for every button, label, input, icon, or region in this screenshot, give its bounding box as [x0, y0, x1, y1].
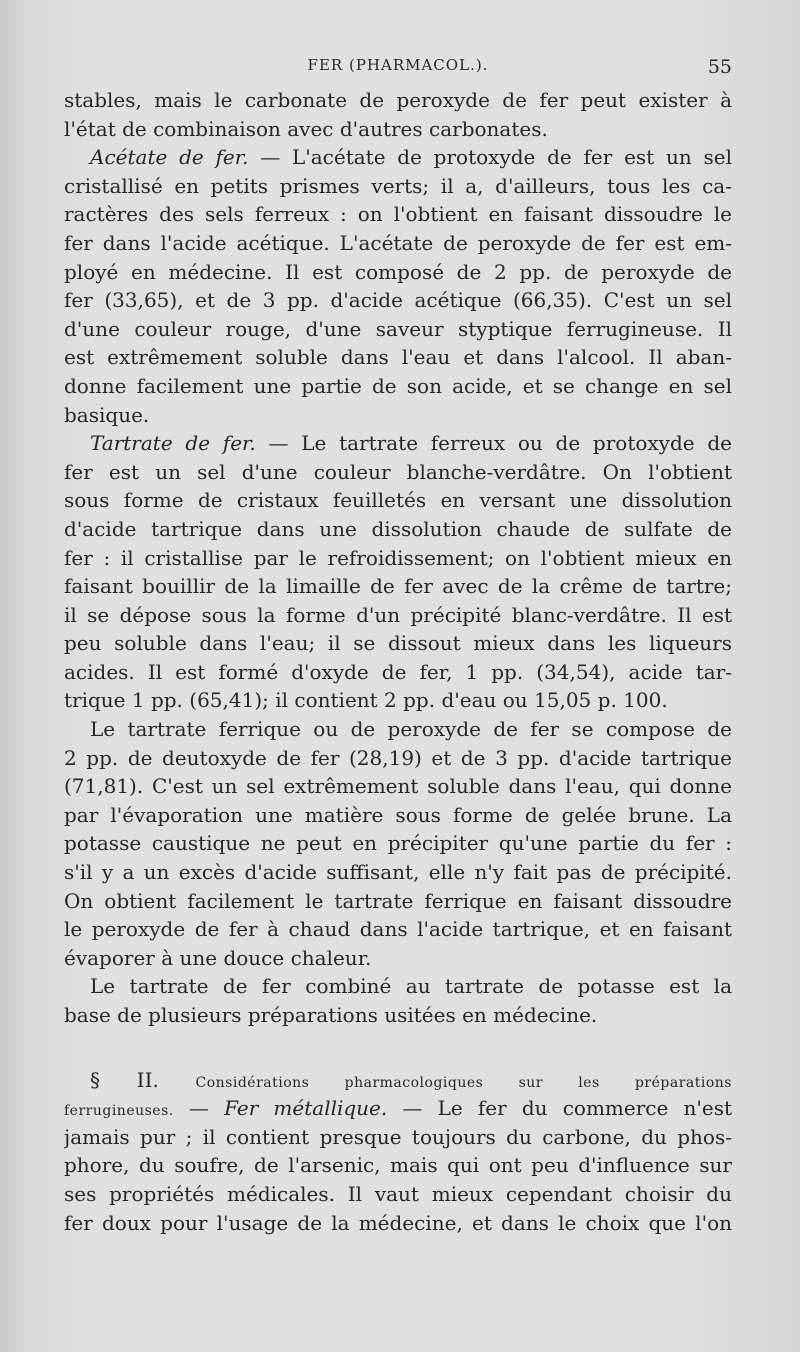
text-line: s'il y a un excès d'acide suffisant, elle n'y fait pas de précipité. [64, 860, 732, 885]
subheading-tartrate: Tartrate de fer. [90, 431, 256, 456]
text-line: ferrugineuses. — Fer métallique. — Le fer du commerce n'est [64, 1096, 732, 1121]
text-line: trique 1 pp. (65,41); il contient 2 pp. d'eau ou 15,05 p. 100. [64, 688, 668, 713]
text-line: cristallisé en petits prismes verts; il a, d'ailleurs, tous les ca- [64, 173, 732, 198]
page-text [64, 86, 732, 1237]
text-line: sous forme de cristaux feuilletés en versant une dissolution [64, 488, 732, 513]
text-line: d'acide tartrique dans une dissolution chaude de sulfate de [64, 516, 732, 541]
text-line: d'une couleur rouge, d'une saveur styptique ferrugineuse. Il [64, 316, 732, 341]
text-line: il se dépose sous la forme d'un précipité blanc-verdâtre. Il est [64, 602, 732, 627]
text-line: On obtient facilement le tartrate ferrique en faisant dissoudre [64, 888, 732, 913]
running-head: FER (PHARMACOL.). [307, 56, 489, 74]
subheading-acetate: Acétate de fer. [90, 145, 249, 170]
text-line: donne facilement une partie de son acide, et se change en sel [64, 373, 732, 398]
text-line: stables, mais le carbonate de peroxyde de fer peut exister à [64, 88, 732, 112]
text-line: ractères des sels ferreux : on l'obtient en faisant dissoudre le [64, 202, 732, 227]
text-line: est extrêmement soluble dans l'eau et dans l'alcool. Il aban- [64, 345, 732, 370]
text-line: fer dans l'acide acétique. L'acétate de peroxyde de fer est em- [64, 230, 732, 255]
text-line: basique. [64, 402, 150, 427]
text-line: phore, du soufre, de l'arsenic, mais qui ont peu d'influence sur [64, 1153, 732, 1178]
text-line: jamais pur ; il contient presque toujours du carbone, du phos- [64, 1124, 732, 1149]
section-gap [64, 1030, 732, 1066]
text-line: Acétate de fer. — L'acétate de protoxyde de fer est un sel [90, 145, 732, 170]
text-line: fer : il cristallise par le refroidissement; on l'obtient mieux en [64, 545, 732, 570]
page-number: 55 [707, 56, 732, 78]
text-line: Tartrate de fer. — Le tartrate ferreux ou de protoxyde de [90, 431, 732, 456]
text-line: acides. Il est formé d'oxyde de fer, 1 pp. (34,54), acide tar- [64, 659, 732, 684]
text-line: ses propriétés médicales. Il vaut mieux cependant choisir du [64, 1181, 732, 1206]
text-line: Le tartrate de fer combiné au tartrate de potasse est la [90, 974, 732, 999]
text-line: (71,81). C'est un sel extrêmement soluble dans l'eau, qui donne [64, 774, 732, 799]
text-line: potasse caustique ne peut en précipiter qu'une partie du fer : [64, 831, 732, 856]
text-line: peu soluble dans l'eau; il se dissout mieux dans les liqueurs [64, 631, 732, 656]
text-line: évaporer à une douce chaleur. [64, 945, 372, 970]
text-line: 2 pp. de deutoxyde de fer (28,19) et de 3 pp. d'acide tartrique [64, 745, 732, 770]
page-header [64, 56, 732, 84]
text-line: fer doux pour l'usage de la médecine, et dans le choix que l'on [64, 1210, 732, 1235]
text-line: fer (33,65), et de 3 pp. d'acide acétique (66,35). C'est un sel [64, 288, 732, 313]
text-line: ployé en médecine. Il est composé de 2 pp. de peroxyde de [64, 259, 732, 284]
text-line: le peroxyde de fer à chaud dans l'acide tartrique, et en faisant [64, 917, 732, 942]
section-heading: § II. Considérations pharmacologiques sur les préparations [90, 1067, 732, 1092]
text-line: par l'évaporation une matière sous forme de gelée brune. La [64, 802, 732, 827]
text-line: l'état de combinaison avec d'autres carbonates. [64, 116, 548, 141]
text-line: base de plusieurs préparations usitées en médecine. [64, 1003, 598, 1027]
subheading-fer-metallique: Fer métallique. [224, 1096, 388, 1121]
text-line: Le tartrate ferrique ou de peroxyde de fer se compose de [90, 717, 732, 742]
text-line: fer est un sel d'une couleur blanche-verdâtre. On l'obtient [64, 459, 732, 484]
text-line: faisant bouillir de la limaille de fer avec de la crême de tartre; [64, 574, 732, 599]
